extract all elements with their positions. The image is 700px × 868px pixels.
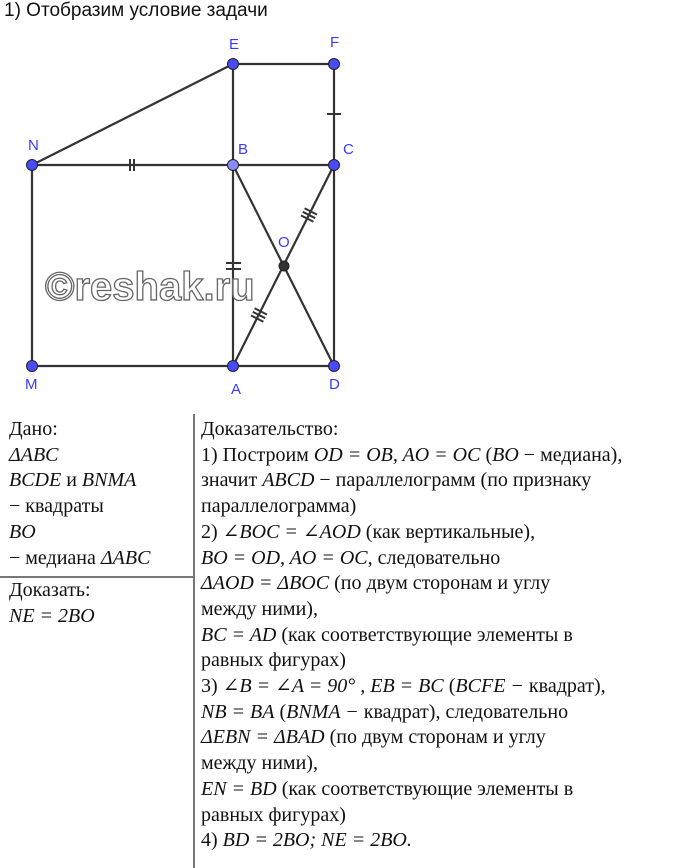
point-N	[27, 160, 38, 171]
point-F	[329, 59, 340, 70]
label-E: E	[229, 36, 240, 53]
proof-line	[201, 623, 700, 649]
label-C: C	[343, 141, 354, 158]
geometry-diagram	[0, 0, 420, 410]
prove-line	[9, 604, 95, 630]
math-expression: EN = BD	[201, 777, 277, 800]
text-segment: (	[443, 675, 456, 698]
text-segment: параллелограмма)	[201, 495, 357, 518]
text-segment: (как соответствующие элементы в	[276, 623, 573, 646]
label-B: B	[238, 141, 249, 158]
math-expression: BNMA	[81, 469, 137, 492]
proof-line	[201, 648, 700, 674]
proof-line	[201, 546, 700, 572]
text-segment: 1) Построим	[201, 443, 314, 466]
text-segment: между ними),	[201, 597, 318, 620]
text-segment: Доказать:	[9, 579, 91, 601]
math-expression: ΔEBN = ΔBAD	[201, 726, 325, 749]
text-segment: , следовательно	[367, 546, 501, 569]
text-segment: (как соответствующие элементы в	[276, 777, 574, 800]
text-segment: 2)	[201, 520, 223, 543]
proof-line	[201, 494, 700, 520]
point-D	[329, 361, 340, 372]
math-expression: OD = OB, AO = OC	[313, 443, 481, 466]
proof-line	[201, 597, 700, 623]
math-expression: ∠BOC = ∠AOD	[222, 520, 361, 543]
proof-line	[201, 468, 700, 494]
proof-block	[201, 417, 700, 854]
text-segment: значит	[201, 469, 263, 492]
divider-vertical	[193, 414, 195, 868]
math-expression: NB = BA	[201, 700, 275, 723]
given-line	[9, 468, 191, 494]
to-prove-block	[9, 578, 95, 629]
math-expression: BC = AD	[201, 623, 277, 646]
text-segment: Дано:	[9, 418, 58, 440]
point-labels	[25, 34, 354, 398]
math-expression: ABCD	[262, 469, 315, 492]
proof-line	[201, 751, 700, 777]
text-segment: 4)	[201, 829, 223, 852]
proof-line	[201, 725, 700, 751]
text-segment: между ними),	[201, 752, 318, 775]
proof-line	[201, 443, 700, 469]
text-segment: (	[480, 443, 493, 466]
math-expression: ΔABC	[9, 443, 59, 466]
math-expression: BO	[492, 443, 519, 466]
point-O	[279, 261, 289, 271]
point-M	[27, 361, 38, 372]
math-expression: ∠B = ∠A = 90° , EB = BC	[222, 675, 444, 698]
text-segment: и	[61, 469, 82, 492]
point-E	[228, 59, 239, 70]
text-segment: равных фигурах)	[201, 803, 346, 826]
given-line	[9, 546, 191, 572]
text-segment: квадрат), следовательно	[363, 700, 569, 723]
prove-line	[9, 578, 95, 604]
point-A	[228, 361, 239, 372]
text-segment: Доказательство:	[201, 418, 339, 440]
proof-line	[201, 571, 700, 597]
point-C	[329, 160, 340, 171]
label-N: N	[28, 137, 39, 154]
segment-NE	[32, 64, 233, 165]
points	[27, 59, 340, 372]
math-expression: BCDE	[9, 469, 62, 492]
text-segment: равных фигурах)	[201, 649, 346, 672]
given-line	[9, 443, 191, 469]
proof-line	[201, 674, 700, 700]
label-D: D	[329, 376, 340, 393]
text-segment: (как вертикальные),	[360, 520, 536, 543]
section-title: 1) Отобразим условие задачи	[4, 0, 268, 21]
text-segment: − параллелограмм (по признаку	[314, 469, 592, 492]
math-expression: BO	[9, 520, 36, 543]
proof-line	[201, 417, 700, 443]
math-expression: BD = 2BO; NE = 2BO.	[222, 829, 412, 852]
text-segment: − квадраты	[9, 495, 104, 518]
math-expression: ΔAOD = ΔBOC	[201, 572, 330, 595]
text-segment: − медиана	[9, 546, 101, 569]
proof-line	[201, 520, 700, 546]
label-O: O	[278, 234, 290, 251]
proof-line	[201, 700, 700, 726]
label-A: A	[231, 381, 242, 398]
proof-line	[201, 828, 700, 854]
given-line	[9, 417, 191, 443]
label-F: F	[330, 34, 340, 51]
text-segment: (по двум сторонам и углу	[324, 726, 546, 749]
watermark: ©reshak.ru	[45, 265, 255, 309]
given-line	[9, 494, 191, 520]
text-segment: (по двум сторонам и углу	[329, 572, 551, 595]
label-M: M	[25, 376, 38, 393]
text-segment: 3)	[201, 675, 223, 698]
given-line	[9, 520, 191, 546]
math-expression: BO = OD, AO = OC	[201, 546, 368, 569]
proof-line	[201, 777, 700, 803]
math-expression: BNMA −	[286, 700, 364, 723]
figure-lines	[32, 64, 334, 366]
math-expression: NE = 2BO	[9, 604, 95, 627]
text-segment: − медиана),	[518, 443, 623, 466]
math-expression: BCFE −	[455, 675, 529, 698]
text-segment: (	[274, 700, 287, 723]
math-expression: ΔABC	[100, 546, 151, 569]
given-block	[9, 417, 191, 571]
proof-line	[201, 803, 700, 829]
text-segment: квадрат),	[528, 675, 606, 698]
point-B	[228, 160, 239, 171]
